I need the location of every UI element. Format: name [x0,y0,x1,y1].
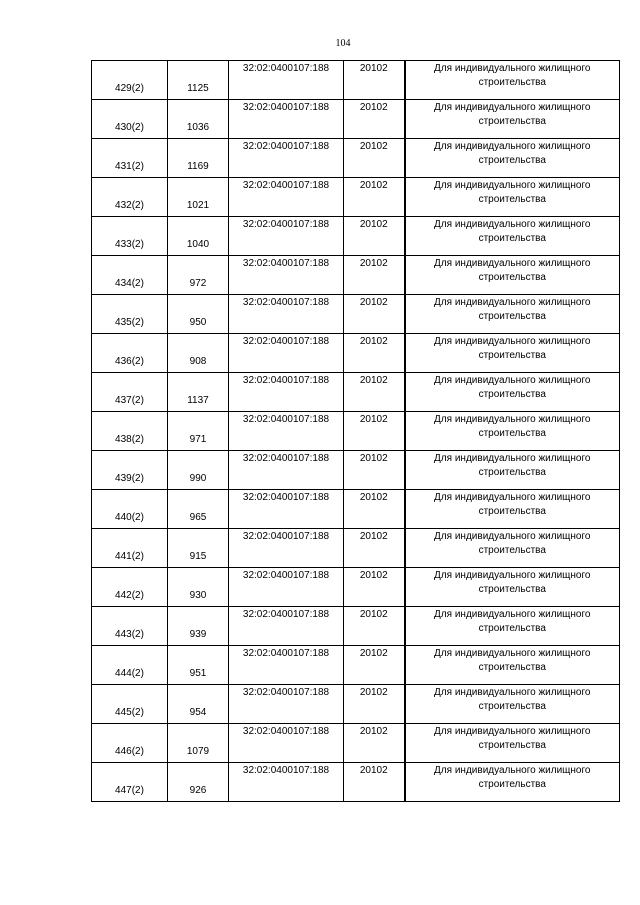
use-code-cell: 20102 [344,139,405,178]
use-code-cell: 20102 [344,646,405,685]
cadastral-number-cell: 32:02:0400107:188 [229,373,344,412]
plot-area-cell: 950 [168,295,229,334]
plot-number-cell: 430(2) [92,100,168,139]
cadastral-number-cell: 32:02:0400107:188 [229,646,344,685]
cadastral-number-cell: 32:02:0400107:188 [229,217,344,256]
permitted-use-cell: Для индивидуального жилищного строительства [405,763,620,802]
use-code-cell: 20102 [344,217,405,256]
plot-area-cell: 1036 [168,100,229,139]
use-code-cell: 20102 [344,61,405,100]
plot-number-cell: 440(2) [92,490,168,529]
permitted-use-cell: Для индивидуального жилищного строительства [405,256,620,295]
plot-number-cell: 444(2) [92,646,168,685]
table-row [92,763,620,802]
use-code-cell: 20102 [344,607,405,646]
use-code-cell: 20102 [344,763,405,802]
use-code-cell: 20102 [344,724,405,763]
permitted-use-cell: Для индивидуального жилищного строительства [405,178,620,217]
land-plots-table [91,60,620,802]
cadastral-number-cell: 32:02:0400107:188 [229,61,344,100]
table-row [92,139,620,178]
table-row [92,256,620,295]
plot-area-cell: 1021 [168,178,229,217]
plot-area-cell: 1169 [168,139,229,178]
table-row [92,178,620,217]
page-number: 104 [335,38,351,49]
plot-number-cell: 429(2) [92,61,168,100]
plot-number-cell: 433(2) [92,217,168,256]
use-code-cell: 20102 [344,490,405,529]
permitted-use-cell: Для индивидуального жилищного строительства [405,607,620,646]
plot-area-cell: 965 [168,490,229,529]
plot-number-cell: 435(2) [92,295,168,334]
plot-number-cell: 432(2) [92,178,168,217]
table-row [92,529,620,568]
table-row [92,334,620,373]
plot-area-cell: 971 [168,412,229,451]
plot-number-cell: 445(2) [92,685,168,724]
plot-area-cell: 1137 [168,373,229,412]
table-row [92,607,620,646]
plot-area-cell: 990 [168,451,229,490]
use-code-cell: 20102 [344,685,405,724]
plot-number-cell: 434(2) [92,256,168,295]
permitted-use-cell: Для индивидуального жилищного строительства [405,568,620,607]
cadastral-number-cell: 32:02:0400107:188 [229,334,344,373]
permitted-use-cell: Для индивидуального жилищного строительства [405,217,620,256]
use-code-cell: 20102 [344,334,405,373]
permitted-use-cell: Для индивидуального жилищного строительства [405,490,620,529]
permitted-use-cell: Для индивидуального жилищного строительства [405,646,620,685]
cadastral-number-cell: 32:02:0400107:188 [229,100,344,139]
table-row [92,373,620,412]
use-code-cell: 20102 [344,412,405,451]
use-code-cell: 20102 [344,295,405,334]
plot-number-cell: 447(2) [92,763,168,802]
cadastral-number-cell: 32:02:0400107:188 [229,256,344,295]
plot-number-cell: 437(2) [92,373,168,412]
table-body [92,61,620,802]
table-row [92,100,620,139]
cadastral-number-cell: 32:02:0400107:188 [229,295,344,334]
plot-area-cell: 908 [168,334,229,373]
permitted-use-cell: Для индивидуального жилищного строительства [405,100,620,139]
cadastral-number-cell: 32:02:0400107:188 [229,178,344,217]
use-code-cell: 20102 [344,451,405,490]
table-row [92,490,620,529]
plot-area-cell: 1040 [168,217,229,256]
plot-area-cell: 972 [168,256,229,295]
use-code-cell: 20102 [344,178,405,217]
plot-number-cell: 436(2) [92,334,168,373]
cadastral-number-cell: 32:02:0400107:188 [229,724,344,763]
table-row [92,61,620,100]
table-row [92,646,620,685]
use-code-cell: 20102 [344,100,405,139]
plot-number-cell: 441(2) [92,529,168,568]
use-code-cell: 20102 [344,256,405,295]
permitted-use-cell: Для индивидуального жилищного строительства [405,529,620,568]
plot-number-cell: 443(2) [92,607,168,646]
permitted-use-cell: Для индивидуального жилищного строительства [405,334,620,373]
table-row [92,685,620,724]
plot-area-cell: 939 [168,607,229,646]
permitted-use-cell: Для индивидуального жилищного строительства [405,373,620,412]
cadastral-number-cell: 32:02:0400107:188 [229,490,344,529]
permitted-use-cell: Для индивидуального жилищного строительства [405,295,620,334]
plot-number-cell: 438(2) [92,412,168,451]
use-code-cell: 20102 [344,373,405,412]
permitted-use-cell: Для индивидуального жилищного строительства [405,451,620,490]
table-row [92,568,620,607]
cadastral-number-cell: 32:02:0400107:188 [229,412,344,451]
plot-area-cell: 930 [168,568,229,607]
cadastral-number-cell: 32:02:0400107:188 [229,685,344,724]
use-code-cell: 20102 [344,529,405,568]
permitted-use-cell: Для индивидуального жилищного строительства [405,61,620,100]
plot-area-cell: 1079 [168,724,229,763]
plot-area-cell: 915 [168,529,229,568]
cadastral-number-cell: 32:02:0400107:188 [229,139,344,178]
permitted-use-cell: Для индивидуального жилищного строительства [405,412,620,451]
plot-area-cell: 1125 [168,61,229,100]
plot-number-cell: 446(2) [92,724,168,763]
plot-area-cell: 951 [168,646,229,685]
cadastral-number-cell: 32:02:0400107:188 [229,451,344,490]
cadastral-number-cell: 32:02:0400107:188 [229,607,344,646]
plot-number-cell: 431(2) [92,139,168,178]
table-row [92,724,620,763]
table-row [92,217,620,256]
plot-area-cell: 926 [168,763,229,802]
permitted-use-cell: Для индивидуального жилищного строительства [405,724,620,763]
cadastral-number-cell: 32:02:0400107:188 [229,529,344,568]
cadastral-number-cell: 32:02:0400107:188 [229,568,344,607]
use-code-cell: 20102 [344,568,405,607]
permitted-use-cell: Для индивидуального жилищного строительства [405,685,620,724]
plot-area-cell: 954 [168,685,229,724]
table-row [92,295,620,334]
cadastral-number-cell: 32:02:0400107:188 [229,763,344,802]
plot-number-cell: 439(2) [92,451,168,490]
table-row [92,412,620,451]
table-row [92,451,620,490]
permitted-use-cell: Для индивидуального жилищного строительства [405,139,620,178]
plot-number-cell: 442(2) [92,568,168,607]
